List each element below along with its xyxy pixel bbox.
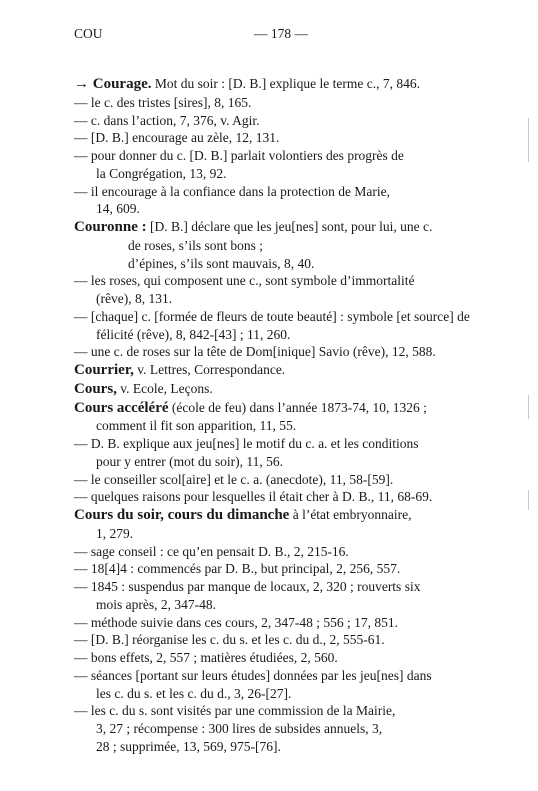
entry-heading-line bbox=[74, 380, 484, 399]
entry-line bbox=[74, 453, 484, 471]
entry-line bbox=[74, 272, 484, 290]
entry-line bbox=[74, 596, 484, 614]
entry-heading-line bbox=[74, 399, 484, 418]
entry-line bbox=[74, 685, 484, 703]
index-entries bbox=[74, 75, 484, 756]
entry-text: v. Lettres, Correspondance. bbox=[133, 362, 286, 377]
page-header bbox=[74, 26, 478, 46]
entry-text: v. Ecole, Leçons. bbox=[116, 380, 213, 396]
entry-text: [D. B.] déclare que les jeu[nes] sont, pour lui, une c. bbox=[146, 219, 433, 234]
entry-line bbox=[74, 255, 484, 273]
entry-text: — 18[4]4 : commencés par D. B., but principal, 2, 256, 557. bbox=[74, 561, 401, 577]
entry-line bbox=[74, 343, 484, 361]
entry-text: — méthode suivie dans ces cours, 2, 347-48 ; 556 ; 17, 851. bbox=[74, 614, 398, 630]
entry-line bbox=[74, 326, 484, 344]
entry-heading-line bbox=[74, 75, 484, 94]
entry-text: la Congrégation, 13, 92. bbox=[96, 165, 227, 181]
entry-text: — sage conseil : ce qu’en pensait D. B., 2, 215-16. bbox=[74, 543, 349, 559]
entry-text: d’épines, s’ils sont mauvais, 8, 40. bbox=[128, 255, 315, 271]
entry-line bbox=[74, 183, 484, 201]
entry-text: — séances [portant sur leurs études] données par les jeu[nes] dans bbox=[74, 667, 432, 683]
entry-text: — [D. B.] réorganise les c. du s. et les c. du d., 2, 555-61. bbox=[74, 632, 385, 648]
entry-line bbox=[74, 165, 484, 183]
entry-text: — c. dans l’action, 7, 376, v. Agir. bbox=[74, 112, 260, 128]
entry-term: Cours du soir, cours du dimanche bbox=[74, 507, 290, 523]
entry-line bbox=[74, 560, 484, 578]
entry-line bbox=[74, 471, 484, 489]
entry-line bbox=[74, 290, 484, 308]
entry-text: — [chaque] c. [formée de fleurs de toute beauté] : symbole [et source] de bbox=[74, 308, 470, 324]
entry-line bbox=[74, 129, 484, 147]
entry-heading-line bbox=[74, 361, 484, 380]
margin-line bbox=[528, 118, 529, 162]
entry-line bbox=[74, 720, 484, 738]
entry-text: pour y entrer (mot du soir), 11, 56. bbox=[96, 453, 283, 469]
margin-line bbox=[528, 395, 529, 419]
entry-line bbox=[74, 614, 484, 632]
entry-text: — il encourage à la confiance dans la protection de Marie, bbox=[74, 183, 390, 199]
entry-text: 3, 27 ; récompense : 300 lires de subsides annuels, 3, bbox=[96, 721, 383, 736]
entry-term: Cours accéléré bbox=[74, 399, 169, 416]
entry-text: comment il fit son apparition, 11, 55. bbox=[96, 418, 297, 434]
entry-text: — pour donner du c. [D. B.] parlait volontiers des progrès de bbox=[74, 148, 404, 163]
entry-text: (rêve), 8, 131. bbox=[96, 291, 173, 306]
entry-line bbox=[74, 667, 484, 685]
entry-text: mois après, 2, 347-48. bbox=[96, 596, 216, 612]
entry-line bbox=[74, 308, 484, 326]
entry-text: — quelques raisons pour lesquelles il était cher à D. B., 11, 68-69. bbox=[74, 489, 433, 505]
entry-text: — bons effets, 2, 557 ; matières étudiées, 2, 560. bbox=[74, 650, 338, 665]
entry-line bbox=[74, 147, 484, 165]
entry-line bbox=[74, 94, 484, 112]
entry-text: (école de feu) dans l’année 1873-74, 10, 1326 ; bbox=[168, 399, 427, 415]
entry-line bbox=[74, 112, 484, 130]
margin-line bbox=[528, 490, 529, 510]
entry-line bbox=[74, 525, 484, 543]
entry-line bbox=[74, 543, 484, 561]
entry-text: — D. B. explique aux jeu[nes] le motif du c. a. et les conditions bbox=[74, 436, 419, 451]
entry-term: Couronne : bbox=[74, 219, 147, 235]
entry-text: Mot du soir : [D. B.] explique le terme c., 7, 846. bbox=[151, 76, 420, 91]
entry-line bbox=[74, 435, 484, 453]
entry-line bbox=[74, 578, 484, 596]
entry-text: 28 ; supprimée, 13, 569, 975-[76]. bbox=[96, 738, 281, 754]
entry-text: à l’état embryonnaire, bbox=[289, 507, 412, 522]
entry-text: 1, 279. bbox=[96, 525, 134, 541]
entry-text: — les c. du s. sont visités par une commission de la Mairie, bbox=[74, 703, 396, 719]
entry-text: — une c. de roses sur la tête de Dom[inique] Savio (rêve), 12, 588. bbox=[74, 344, 436, 360]
entry-line bbox=[74, 649, 484, 667]
entry-text: — le conseiller scol[aire] et le c. a. (anecdote), 11, 58-[59]. bbox=[74, 471, 394, 487]
entry-text: — 1845 : suspendus par manque de locaux, 2, 320 ; rouverts six bbox=[74, 579, 421, 594]
entry-line bbox=[74, 702, 484, 720]
entry-term: Courrier, bbox=[74, 362, 134, 378]
entry-heading-line bbox=[74, 506, 484, 525]
page-number: — 178 — bbox=[254, 26, 308, 41]
entry-term: Cours, bbox=[74, 380, 117, 397]
entry-text: de roses, s’ils sont bons ; bbox=[128, 237, 263, 253]
entry-line bbox=[74, 738, 484, 756]
entry-text: — [D. B.] encourage au zèle, 12, 131. bbox=[74, 130, 280, 146]
entry-line bbox=[74, 200, 484, 218]
entry-line bbox=[74, 631, 484, 649]
entry-text: 14, 609. bbox=[96, 201, 140, 217]
entry-line bbox=[74, 237, 484, 255]
entry-text: — les roses, qui composent une c., sont symbole d’immortalité bbox=[74, 273, 415, 289]
entry-text: — le c. des tristes [sires], 8, 165. bbox=[74, 94, 252, 110]
entry-text: félicité (rêve), 8, 842-[43] ; 11, 260. bbox=[96, 326, 291, 342]
entry-heading-line bbox=[74, 218, 484, 237]
entry-line bbox=[74, 488, 484, 506]
section-label: COU bbox=[74, 26, 103, 41]
entry-term: → Courage. bbox=[74, 76, 152, 92]
entry-text: les c. du s. et les c. du d., 3, 26-[27]. bbox=[96, 685, 292, 701]
entry-line bbox=[74, 417, 484, 435]
